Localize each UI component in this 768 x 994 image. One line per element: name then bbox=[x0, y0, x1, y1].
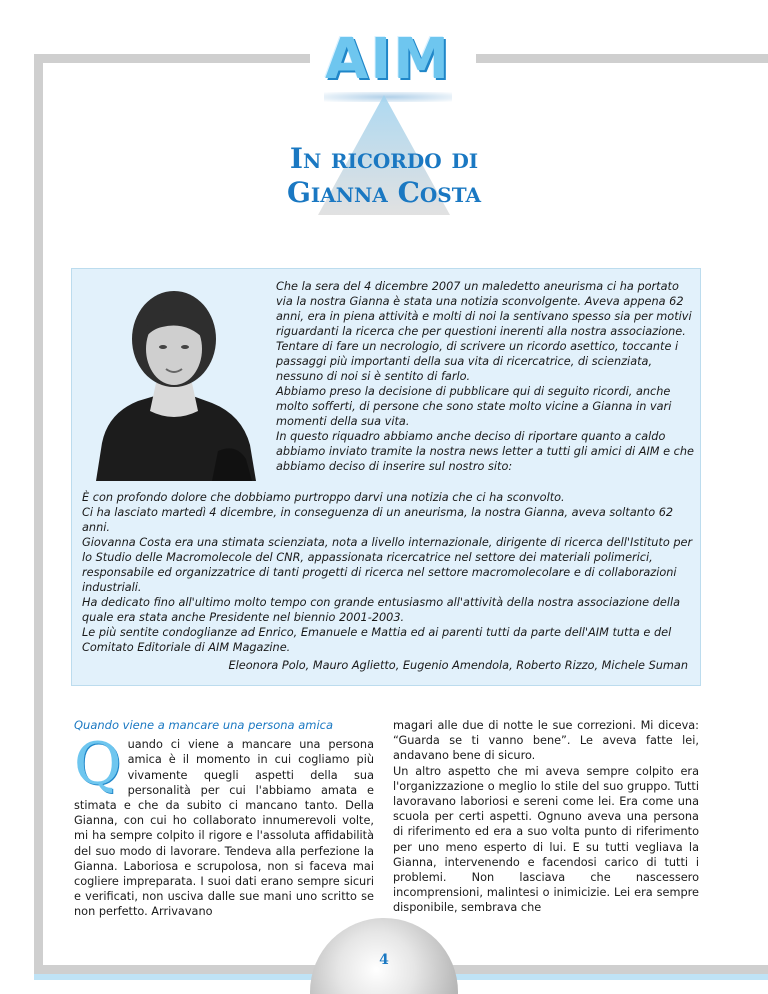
box-intro-paragraph: In questo riquadro abbiamo anche deciso di riportare quanto a caldo abbiamo inviato tramite la nostra news letter a tutti gli amici di AIM e che abbiamo deciso di inserire sul nostro sito: bbox=[276, 430, 694, 473]
box-main-paragraph: Le più sentite condoglianze ad Enrico, Emanuele e Mattia ed ai parenti tutti da parte dell'AIM tutta e del Comitato Editoriale di AIM Magazine. bbox=[82, 626, 672, 654]
portrait-photo bbox=[86, 283, 262, 481]
box-intro-text bbox=[276, 279, 696, 474]
frame-line-left bbox=[34, 54, 43, 974]
article-column-left bbox=[74, 718, 374, 920]
box-main-paragraph: Ci ha lasciato martedì 4 dicembre, in conseguenza di un aneurisma, la nostra Gianna, aveva soltanto 62 anni. bbox=[82, 506, 674, 534]
article-left-text: uando ci viene a mancare una persona amica è il momento in cui cogliamo più vivamente quegli aspetti della sua personalità per cui l'abbiamo amata e stimata e che da subito ci mancano tanto. Della Gianna, con cui ho collaborato innumerevoli volte, mi ha sempre colpito il rigore e l'assoluta affidabilità del suo modo di lavorare. Tendeva alla perfezione la Gianna. Laboriosa e scrupolosa, non si faceva mai cogliere impreparata. I suoi dati erano sempre sicuri e verificati, non usciva dalle sue mani uno scritto se non perfetto. Arrivavano bbox=[74, 738, 374, 919]
aim-logo bbox=[316, 27, 460, 92]
box-main-paragraph: È con profondo dolore che dobbiamo purtroppo darvi una notizia che ci ha sconvolto. bbox=[82, 491, 565, 504]
box-intro-paragraph: Tentare di fare un necrologio, di scrivere un ricordo asettico, toccante i passaggi più importanti della sua vita di ricercatrice, di scienziata, nessuno di noi si è sentito di farlo. bbox=[276, 340, 679, 383]
section-heading: Quando viene a mancare una persona amica bbox=[74, 718, 334, 732]
box-intro-paragraph: Abbiamo preso la decisione di pubblicare qui di seguito ricordi, anche molto sofferti, di persone che sono state molto vicine a Gianna in vari momenti della sua vita. bbox=[276, 385, 672, 428]
box-main-paragraph: Ha dedicato fino all'ultimo molto tempo con grande entusiasmo all'attività della nostra associazione della quale era stata anche Presidente nel biennio 2001-2003. bbox=[82, 596, 681, 624]
frame-line-top-left bbox=[34, 54, 310, 63]
box-main-paragraph: Giovanna Costa era una stimata scienziata, nota a livello internazionale, dirigente di ricerca dell'Istituto per lo Studio delle Macromolecole del CNR, appassionata ricercatrice nel settore dei materiali polimerici, responsabile ed organizzatrice di tanti progetti di ricerca nel settore macromolecolare e di collaborazioni industriali. bbox=[82, 536, 693, 594]
article-right-paragraph: Un altro aspetto che mi aveva sempre colpito era l'organizzazione o meglio lo stile del suo gruppo. Tutti lavoravano laboriosi e sereni come lei. Era come una scuola per certi aspetti. Ognuno aveva una persona di riferimento ed era a suo volta punto di riferimento per uno meno esperto di lui. E su tutti vegliava la Gianna, intervenendo e facendosi carico di tutti i problemi. Non lasciava che nascessero incomprensioni, malintesi o inimicizie. Lei era sempre disponibile, sembrava che bbox=[393, 764, 699, 915]
article-right-paragraph: magari alle due di notte le sue correzioni. Mi diceva: “Guarda se ti vanno bene”. Le aveva fatte lei, andavano bene di sicuro. bbox=[393, 719, 699, 763]
drop-cap: Q bbox=[74, 730, 122, 799]
frame-line-top-right bbox=[476, 54, 768, 63]
article-column-right bbox=[393, 718, 699, 916]
page-number: 4 bbox=[379, 952, 389, 968]
box-newsletter-text bbox=[82, 490, 694, 655]
logo-text: AIM bbox=[325, 27, 451, 92]
box-signatures: Eleonora Polo, Mauro Aglietto, Eugenio Amendola, Roberto Rizzo, Michele Suman bbox=[228, 659, 688, 672]
memorial-box bbox=[71, 268, 701, 686]
title-line-1: In ricordo di bbox=[289, 142, 479, 175]
box-intro-paragraph: Che la sera del 4 dicembre 2007 un maledetto aneurisma ci ha portato via la nostra Gianna è stata una notizia sconvolgente. Aveva appena 62 anni, era in piena attività e molti di noi la sentivano spesso sia per motivi riguardanti la ricerca che per questioni inerenti alla nostra associazione. bbox=[276, 280, 692, 338]
title-line-2: Gianna Costa bbox=[286, 176, 482, 209]
article-title bbox=[200, 142, 568, 210]
